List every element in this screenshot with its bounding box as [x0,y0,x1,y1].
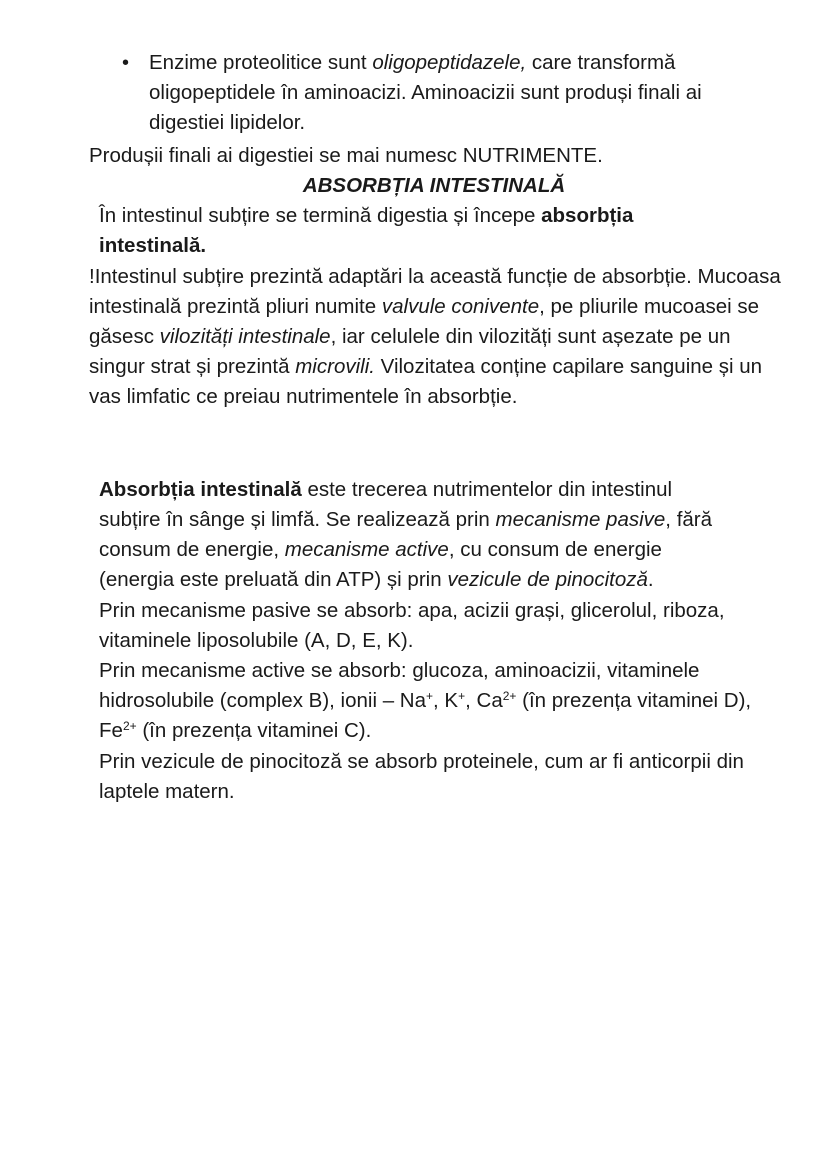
bullet-dot-icon: • [122,52,130,74]
pinocytosis-paragraph: Prin vezicule de pinocitoză se absorb proteinele, cum ar fi anticorpii din laptele matern. [99,750,744,803]
final-products-paragraph: Produșii finali ai digestiei se mai numesc NUTRIMENTE. [89,144,603,167]
text-span: Enzime proteolitice sunt [149,51,373,74]
text-span: , Ca [465,689,503,712]
bullet-text [149,48,762,138]
text-span: , iar celulele din vilozități sunt așezate pe un singur strat și prezintă [89,325,731,378]
text-span: În intestinul subțire se termină digestia și începe [99,204,542,227]
text-span: care transformă oligopeptidele în aminoacizi. Aminoacizii sunt produși finali ai digestiei lipidelor. [149,51,702,134]
italic-term: oligopeptidazele, [372,51,527,74]
text-span: Prin mecanisme active se absorb: glucoza, aminoacizii, vitaminele hidrosolubile (complex B), ionii – Na [99,659,700,712]
superscript: 2+ [502,689,517,703]
italic-term: valvule conivente [381,295,540,318]
text-span: (în prezența vitaminei C). [136,719,372,742]
text-span: Vilozitatea conține capilare sanguine și un vas limfatic ce preiau nutrimentele în absorbție. [89,355,763,408]
definition-paragraph [89,475,739,595]
italic-term: vezicule de pinocitoză [447,568,648,591]
text-span: , pe pliurile mucoasei se găsesc [89,295,760,348]
text-span: , cu consum de energie (energia este preluată din ATP) și prin [99,538,662,591]
text-span: . [647,568,654,591]
superscript: + [426,689,434,703]
text-span: este trecerea nutrimentelor din intestinul subțire în sânge și limfă. Se realizează prin [99,478,673,531]
text-span: , K [433,689,459,712]
bold-term: absorbția intestinală. [99,204,634,257]
italic-term: microvili. [295,355,375,378]
bullet-item-oligopeptidases [122,48,762,138]
passive-paragraph: Prin mecanisme pasive se absorb: apa, acizii grași, glicerolul, riboza, vitaminele liposolubile (A, D, E, K). [99,599,725,652]
superscript: 2+ [122,719,137,733]
adaptation-paragraph [89,262,781,412]
intro-paragraph [89,201,699,261]
text-span: , fără consum de energie, [99,508,713,561]
italic-term: vilozități intestinale [159,325,331,348]
text-span: !Intestinul subțire prezintă adaptări la această funcție de absorbție. Mucoasa intestinală prezintă pliuri numite [89,265,781,318]
bold-term: Absorbția intestinală [99,478,302,501]
italic-term: mecanisme active [284,538,449,561]
text-span: (în prezența vitaminei D), Fe [99,689,752,742]
superscript: + [458,689,466,703]
italic-term: mecanisme pasive [495,508,666,531]
section-heading: ABSORBȚIA INTESTINALĂ [302,174,566,197]
active-paragraph [89,656,781,746]
